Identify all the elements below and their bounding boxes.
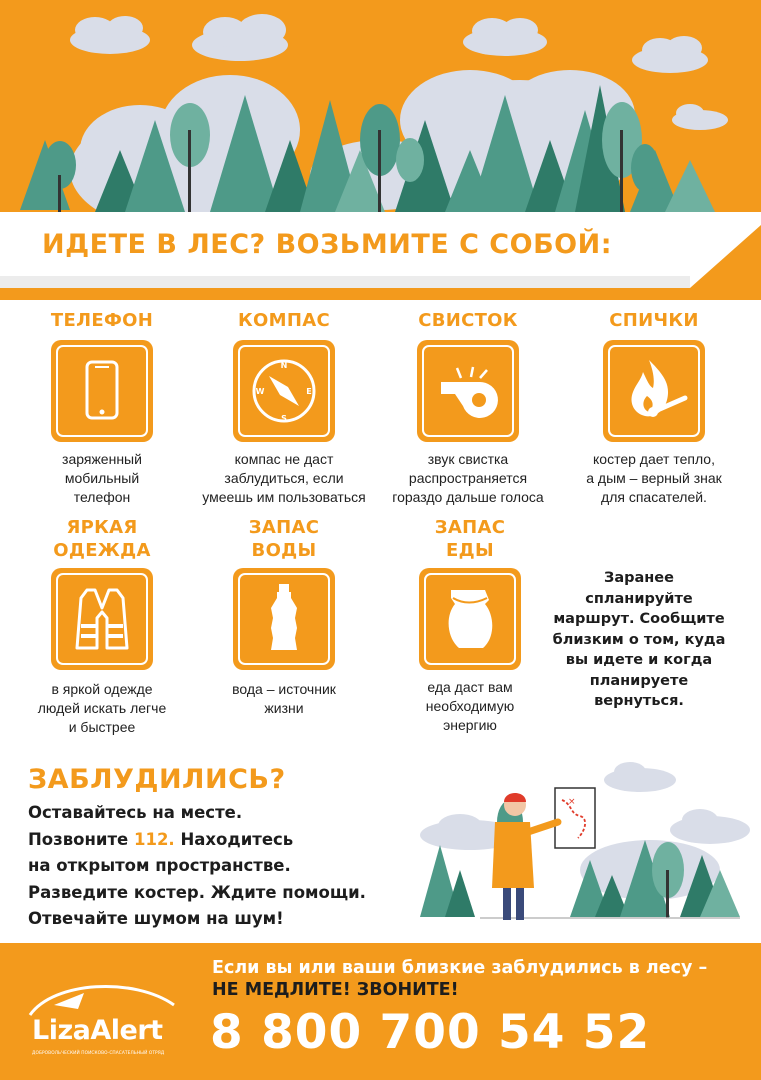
item-phone (12, 309, 192, 507)
food-bag-icon (419, 568, 521, 670)
item-desc: вода – источник жизни (232, 681, 336, 716)
item-desc: звук свистка распространяется гораздо дальше голоса (392, 451, 544, 505)
item-title: ЗАПАС ЕДЫ (434, 517, 506, 561)
whistle-icon (417, 340, 519, 442)
footer-message: Если вы или ваши близкие заблудились в лесу – (212, 958, 708, 978)
item-title: СВИСТОК (418, 310, 518, 331)
item-desc: компас не даст заблудиться, если умеешь им пользоваться (202, 451, 366, 505)
emergency-number: 112. (133, 829, 175, 849)
item-whistle (378, 309, 558, 507)
svg-text:W: W (255, 387, 265, 396)
svg-text:S: S (281, 414, 287, 423)
matches-icon (603, 340, 705, 442)
water-bottle-icon (233, 568, 335, 670)
item-compass (194, 309, 374, 507)
item-water (194, 516, 374, 718)
phone-icon (51, 340, 153, 442)
item-desc: в яркой одежде людей искать легче и быстрее (37, 681, 167, 735)
item-title: КОМПАС (238, 310, 330, 331)
svg-text:×: × (568, 797, 576, 807)
lost-title: ЗАБЛУДИЛИСЬ? (28, 764, 286, 795)
item-desc: еда даст вам необходимую энергию (425, 679, 515, 733)
route-advice: Заранее спланируйте маршрут. Сообщите близким о том, куда вы идете и когда планируете вернуться. (552, 570, 726, 709)
hiker-illustration (400, 760, 761, 930)
svg-text:E: E (306, 387, 312, 396)
compass-icon (233, 340, 335, 442)
item-desc: заряженный мобильный телефон (62, 451, 142, 505)
svg-text:N: N (280, 361, 288, 370)
item-bright-clothes (12, 516, 192, 737)
lizaalert-logo: LizaAlert ДОБРОВОЛЬЧЕСКИЙ ПОИСКОВО-СПАСАТЕЛЬНЫЙ ОТРЯД (24, 975, 184, 1065)
item-title: СПИЧКИ (609, 310, 699, 331)
item-title: ЯРКАЯ ОДЕЖДА (53, 517, 151, 561)
lost-instructions: Оставайтесь на месте. Позвоните 112. Находитесь на открытом пространстве. Разведите костер. Ждите помощи. Отвечайте шумом на шум! (28, 803, 366, 928)
item-title: ЗАПАС ВОДЫ (248, 517, 320, 561)
item-food (380, 516, 560, 735)
item-title: ТЕЛЕФОН (50, 310, 154, 331)
item-matches (564, 309, 744, 507)
item-desc: костер дает тепло, а дым – верный знак для спасателей. (586, 451, 722, 505)
banner-title: ИДЕТЕ В ЛЕС? ВОЗЬМИТЕ С СОБОЙ: (42, 229, 613, 260)
hotline-phone-number[interactable]: 8 800 700 54 52 (210, 1005, 651, 1060)
vest-icon (51, 568, 153, 670)
footer-call-to-action: НЕ МЕДЛИТЕ! ЗВОНИТЕ! (212, 980, 459, 1000)
footer-hotline (0, 943, 761, 1080)
